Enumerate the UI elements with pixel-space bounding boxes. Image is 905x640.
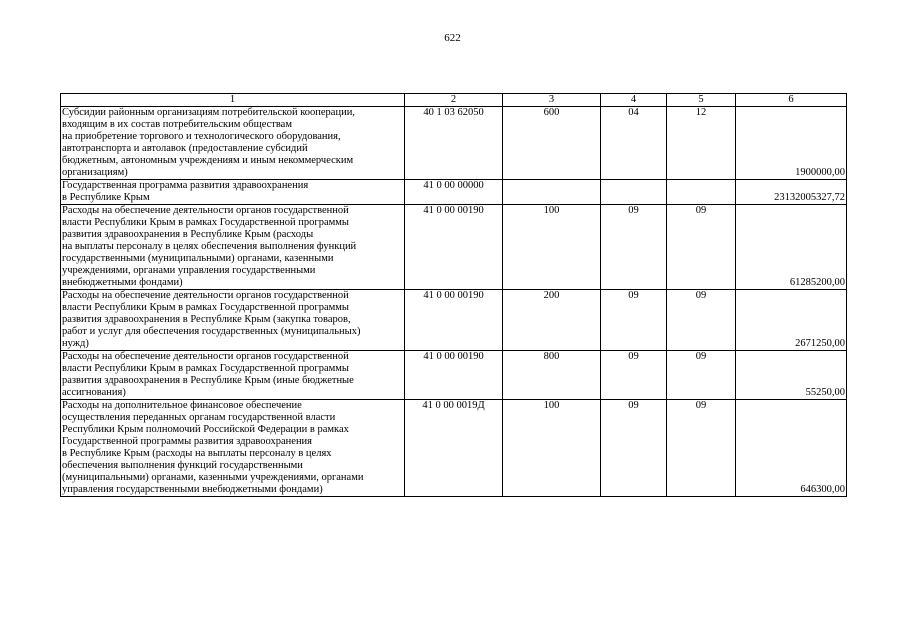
row-name-line: входящим в их состав потребительским обществам (62, 119, 292, 130)
row-amount-cell: 2671250,00 (736, 290, 847, 351)
row-type-cell: 100 (503, 205, 601, 290)
row-name-line: обеспечения выполнения функций государственными (62, 460, 303, 471)
budget-table (60, 93, 847, 497)
row-type-cell: 600 (503, 107, 601, 180)
row-name-line: автотранспорта и автолавок (предоставление субсидий (62, 143, 308, 154)
row-name-cell (61, 290, 405, 351)
header-cell-6: 6 (736, 94, 847, 107)
table-row (61, 351, 847, 400)
row-name-line: власти Республики Крым в рамках Государственной программы (62, 302, 349, 313)
row-name-line: бюджетным, автономным учреждениям и иным некоммерческим (62, 155, 354, 166)
row-code-cell: 40 1 03 62050 (405, 107, 503, 180)
row-name-cell (61, 351, 405, 400)
table-row (61, 180, 847, 205)
row-name-line: на приобретение торгового и технологического оборудования, (62, 131, 341, 142)
row-name-line: внебюджетными фондами) (62, 277, 183, 288)
row-subsection-cell: 09 (667, 290, 736, 351)
table-header-row (61, 94, 847, 107)
row-subsection-cell: 09 (667, 205, 736, 290)
row-name-line: Республики Крым полномочий Российской Федерации в рамках (62, 424, 349, 435)
row-name-cell (61, 180, 405, 205)
header-cell-1: 1 (61, 94, 405, 107)
table-row (61, 290, 847, 351)
row-name-line: в Республике Крым (расходы на выплаты персоналу в целях (62, 448, 332, 459)
row-code-cell: 41 0 00 00190 (405, 290, 503, 351)
row-code-cell: 41 0 00 00000 (405, 180, 503, 205)
row-name-line: нужд) (62, 338, 89, 349)
row-name-line: Расходы на обеспечение деятельности органов государственной (62, 290, 349, 301)
row-subsection-cell: 09 (667, 351, 736, 400)
table-row (61, 400, 847, 497)
row-section-cell: 09 (601, 351, 667, 400)
row-amount-cell: 61285200,00 (736, 205, 847, 290)
row-section-cell: 09 (601, 205, 667, 290)
row-name-line: Расходы на обеспечение деятельности органов государственной (62, 351, 349, 362)
row-name-line: развития здравоохранения в Республике Крым (расходы (62, 229, 314, 240)
row-name-line: Государственная программа развития здравоохранения (62, 180, 309, 191)
row-type-cell: 100 (503, 400, 601, 497)
table-row (61, 205, 847, 290)
row-section-cell: 09 (601, 290, 667, 351)
row-name-line: Субсидии районным организациям потребительской кооперации, (62, 107, 355, 118)
row-type-cell (503, 180, 601, 205)
header-cell-2: 2 (405, 94, 503, 107)
row-name-line: организациям) (62, 167, 128, 178)
row-name-line: развития здравоохранения в Республике Крым (закупка товаров, (62, 314, 351, 325)
row-subsection-cell (667, 180, 736, 205)
row-name-line: Расходы на дополнительное финансовое обеспечение (62, 400, 302, 411)
row-subsection-cell: 09 (667, 400, 736, 497)
row-name-line: Государственной программы развития здравоохранения (62, 436, 313, 447)
row-name-line: работ и услуг для обеспечения государственных (муниципальных) (62, 326, 361, 337)
row-name-line: государственными (муниципальными) органами, казенными (62, 253, 334, 264)
row-section-cell: 04 (601, 107, 667, 180)
row-name-line: на выплаты персоналу в целях обеспечения выполнения функций (62, 241, 357, 252)
row-amount-cell: 23132005327,72 (736, 180, 847, 205)
header-cell-4: 4 (601, 94, 667, 107)
row-name-line: Расходы на обеспечение деятельности органов государственной (62, 205, 349, 216)
header-cell-5: 5 (667, 94, 736, 107)
row-amount-cell: 646300,00 (736, 400, 847, 497)
header-cell-3: 3 (503, 94, 601, 107)
row-name-line: в Республике Крым (62, 192, 150, 203)
row-name-cell (61, 107, 405, 180)
row-type-cell: 800 (503, 351, 601, 400)
row-name-line: управления государственными внебюджетными фондами) (62, 484, 323, 495)
row-section-cell (601, 180, 667, 205)
table-row (61, 107, 847, 180)
row-amount-cell: 55250,00 (736, 351, 847, 400)
row-name-line: власти Республики Крым в рамках Государственной программы (62, 217, 349, 228)
row-name-line: (муниципальными) органами, казенными учреждениями, органами (62, 472, 364, 483)
row-section-cell: 09 (601, 400, 667, 497)
row-name-cell (61, 205, 405, 290)
row-name-line: власти Республики Крым в рамках Государственной программы (62, 363, 349, 374)
row-name-line: учреждениями, органами управления государственными (62, 265, 316, 276)
row-name-cell (61, 400, 405, 497)
row-code-cell: 41 0 00 00190 (405, 205, 503, 290)
row-name-line: развития здравоохранения в Республике Крым (иные бюджетные (62, 375, 354, 386)
row-name-line: ассигнования) (62, 387, 126, 398)
row-subsection-cell: 12 (667, 107, 736, 180)
page-number: 622 (444, 32, 461, 44)
row-type-cell: 200 (503, 290, 601, 351)
row-name-line: осуществления переданных органам государственной власти (62, 412, 336, 423)
row-amount-cell: 1900000,00 (736, 107, 847, 180)
row-code-cell: 41 0 00 00190 (405, 351, 503, 400)
row-code-cell: 41 0 00 0019Д (405, 400, 503, 497)
